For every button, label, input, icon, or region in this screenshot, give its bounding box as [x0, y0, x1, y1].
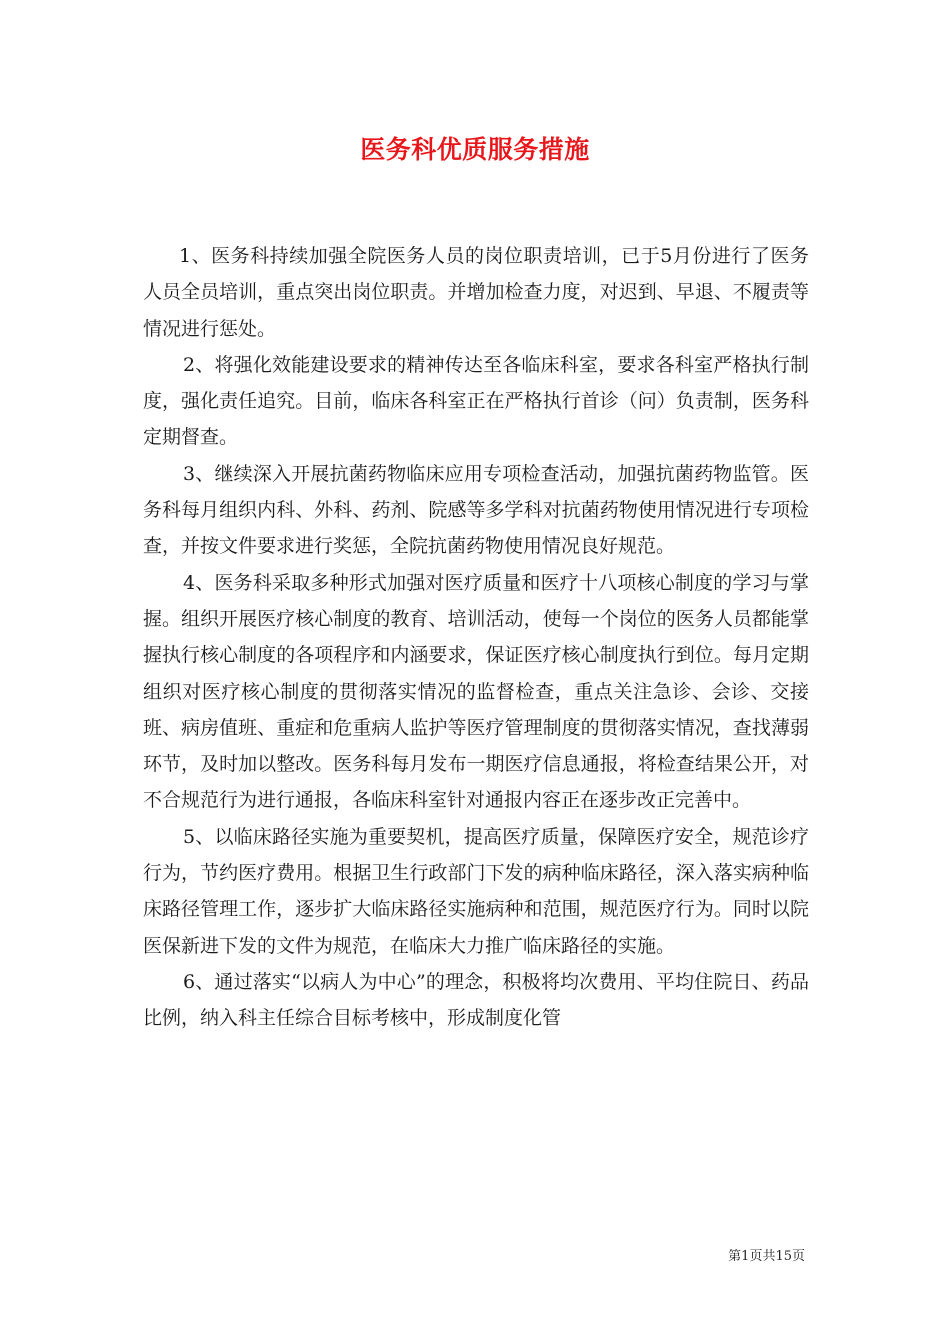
paragraph-3: 3、继续深入开展抗菌药物临床应用专项检查活动，加强抗菌药物监管。医务科每月组织内科、外科、药剂、院感等多学科对抗菌药物使用情况进行专项检查，并按文件要求进行奖惩，全院抗菌药物使用情况良好规范。 — [143, 462, 809, 558]
paragraph-5: 5、以临床路径实施为重要契机，提高医疗质量，保障医疗安全，规范诊疗行为，节约医疗费用。根据卫生行政部门下发的病种临床路径，深入落实病种临床路径管理工作，逐步扩大临床路径实施病种和范围，规范医疗行为。同时以院医保新进下发的文件为规范，在临床大力推广临床路径的实施。 — [143, 825, 809, 957]
paragraph-2: 2、将强化效能建设要求的精神传达至各临床科室，要求各科室严格执行制度，强化责任追究。目前，临床各科室正在严格执行首诊（问）负责制，医务科定期督查。 — [143, 353, 809, 449]
page-number-footer: 第1页共15页 — [728, 1249, 805, 1264]
paragraph-4: 4、医务科采取多种形式加强对医疗质量和医疗十八项核心制度的学习与掌握。组织开展医疗核心制度的教育、培训活动，使每一个岗位的医务人员都能掌握执行核心制度的各项程序和内涵要求，保证医疗核心制度执行到位。每月定期组织对医疗核心制度的贯彻落实情况的监督检查，重点关注急诊、会诊、交接班、病房值班、重症和危重病人监护等医疗管理制度的贯彻落实情况，查找薄弱环节，及时加以整改。医务科每月发布一期医疗信息通报，将检查结果公开，对不合规范行为进行通报，各临床科室针对通报内容正在逐步改正完善中。 — [143, 571, 809, 812]
paragraph-1: 1、医务科持续加强全院医务人员的岗位职责培训，已于5月份进行了医务人员全员培训，重点突出岗位职责。并增加检查力度，对迟到、早退、不履责等情况进行惩处。 — [143, 245, 809, 340]
document-body — [143, 238, 809, 1037]
document-title: 医务科优质服务措施 — [360, 135, 590, 164]
paragraph-6: 6、通过落实“以病人为中心”的理念，积极将均次费用、平均住院日、药品比例，纳入科主任综合目标考核中，形成制度化管 — [143, 970, 809, 1030]
